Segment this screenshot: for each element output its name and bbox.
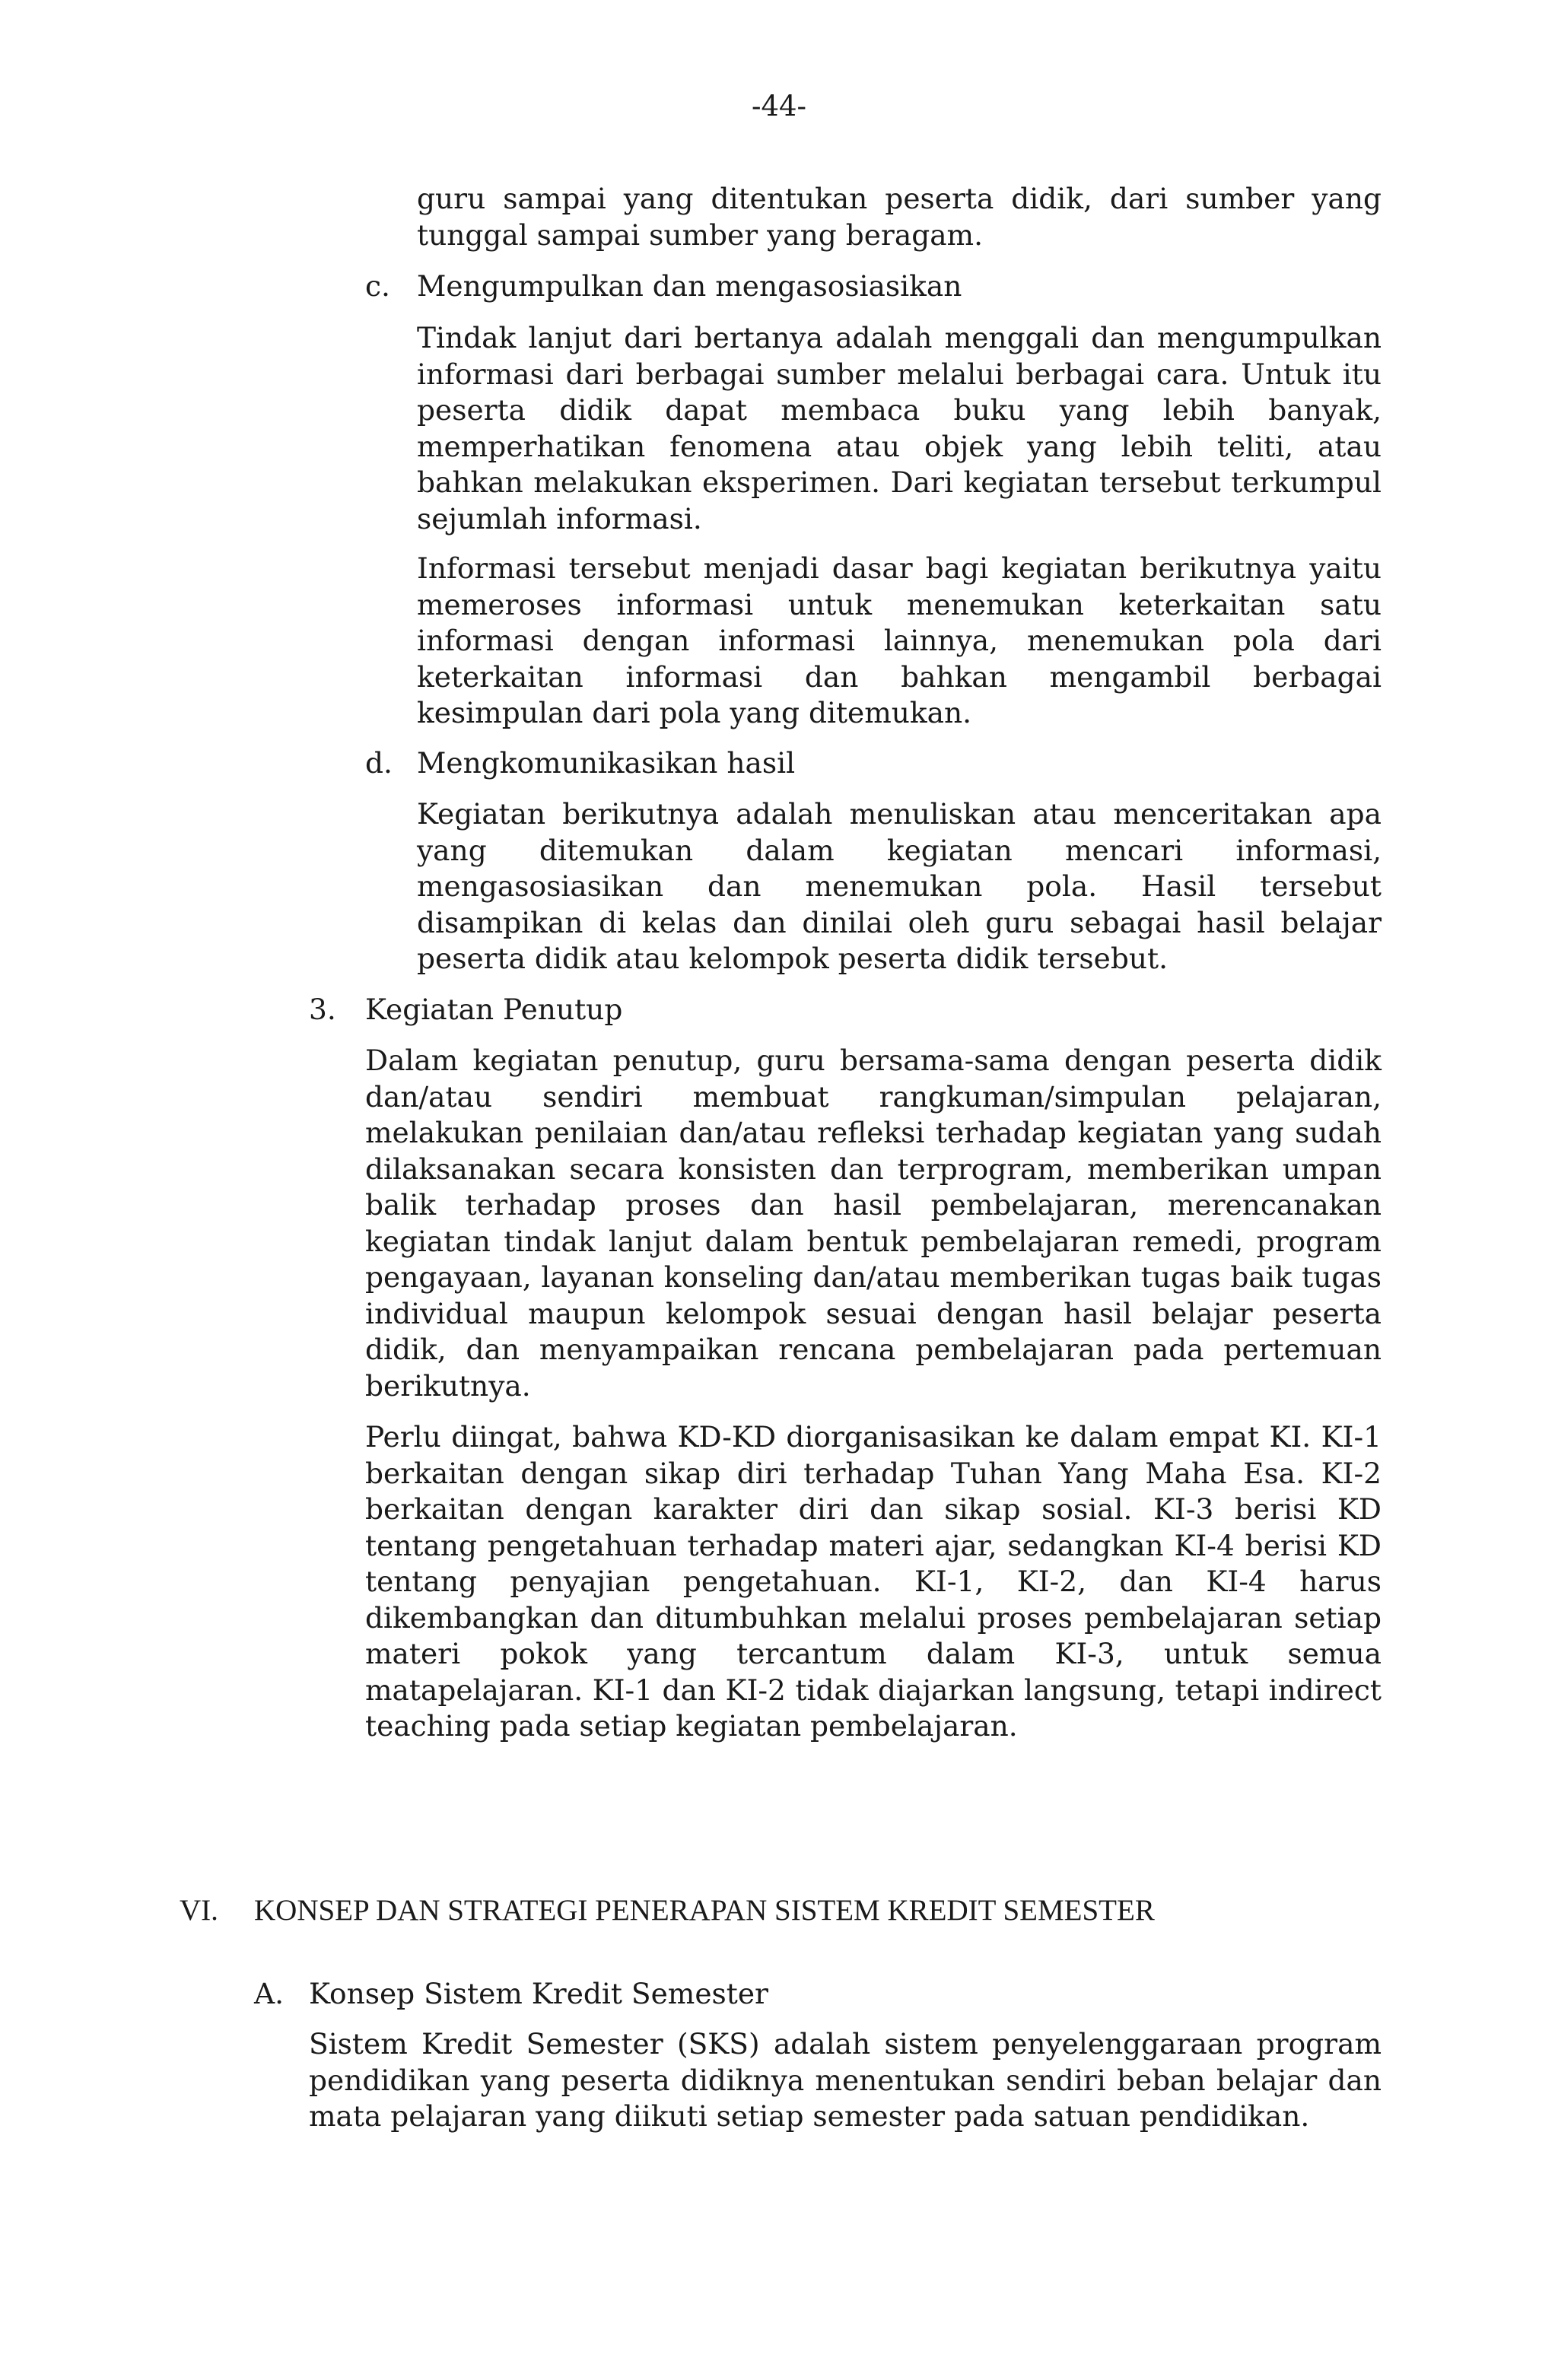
page-number: -44- xyxy=(751,90,807,122)
item-3-title: Kegiatan Penutup xyxy=(365,993,623,1026)
continuation-paragraph: guru sampai yang ditentukan peserta didik, dari sumber yang tunggal sampai sumber yang beragam. xyxy=(417,182,1382,252)
item-a-title: Konsep Sistem Kredit Semester xyxy=(309,1977,768,2010)
item-d-paragraph-1: Kegiatan berikutnya adalah menuliskan atau menceritakan apa yang ditemukan dalam kegiatan mencari informasi, mengasosiasikan dan menemukan pola. Hasil tersebut disampikan di kelas dan dinilai oleh guru sebagai hasil belajar peserta didik atau kelompok peserta didik tersebut. xyxy=(417,797,1382,975)
item-c-paragraph-1: Tindak lanjut dari bertanya adalah menggali dan mengumpulkan informasi dari berbagai sumber melalui berbagai cara. Untuk itu peserta didik dapat membaca buku yang lebih banyak, memperhatikan fenomena atau objek yang lebih teliti, atau bahkan melakukan eksperimen. Dari kegiatan tersebut terkumpul sejumlah informasi. xyxy=(417,321,1382,535)
item-d-title: Mengkomunikasikan hasil xyxy=(417,746,796,780)
item-a-marker: A. xyxy=(254,1977,285,2010)
item-c-marker: c. xyxy=(365,269,390,303)
item-3-marker: 3. xyxy=(309,993,336,1026)
item-3-paragraph-1: Dalam kegiatan penutup, guru bersama-sama dengan peserta didik dan/atau sendiri membuat rangkuman/simpulan pelajaran, melakukan penilaian dan/atau refleksi terhadap kegiatan yang sudah dilaksanakan secara konsisten dan terprogram, memberikan umpan balik terhadap proses dan hasil pembelajaran, merencanakan kegiatan tindak lanjut dalam bentuk pembelajaran remedi, program pengayaan, layanan konseling dan/atau memberikan tugas baik tugas individual maupun kelompok sesuai dengan hasil belajar peserta didik, dan menyampaikan rencana pembelajaran pada pertemuan berikutnya. xyxy=(365,1044,1382,1403)
item-d-marker: d. xyxy=(365,746,393,780)
item-3-paragraph-2: Perlu diingat, bahwa KD-KD diorganisasikan ke dalam empat KI. KI-1 berkaitan dengan sikap diri terhadap Tuhan Yang Maha Esa. KI-2 berkaitan dengan karakter diri dan sikap sosial. KI-3 berisi KD tentang pengetahuan terhadap materi ajar, sedangkan KI-4 berisi KD tentang penyajian pengetahuan. KI-1, KI-2, dan KI-4 harus dikembangkan dan ditumbuhkan melalui proses pembelajaran setiap materi pokok yang tercantum dalam KI-3, untuk semua matapelajaran. KI-1 dan KI-2 tidak diajarkan langsung, tetapi indirect teaching pada setiap kegiatan pembelajaran. xyxy=(365,1420,1382,1743)
item-c-paragraph-2: Informasi tersebut menjadi dasar bagi kegiatan berikutnya yaitu memeroses informasi untuk menemukan keterkaitan satu informasi dengan informasi lainnya, menemukan pola dari keterkaitan informasi dan bahkan mengambil berbagai kesimpulan dari pola yang ditemukan. xyxy=(417,551,1382,729)
item-c-title: Mengumpulkan dan mengasosiasikan xyxy=(417,269,962,303)
section-vi-title: KONSEP DAN STRATEGI PENERAPAN SISTEM KREDIT SEMESTER xyxy=(254,1894,1155,1927)
item-a-paragraph-1: Sistem Kredit Semester (SKS) adalah sistem penyelenggaraan program pendidikan yang peserta didiknya menentukan sendiri beban belajar dan mata pelajaran yang diikuti setiap semester pada satuan pendidikan. xyxy=(309,2027,1382,2133)
section-vi-marker: VI. xyxy=(180,1894,218,1927)
